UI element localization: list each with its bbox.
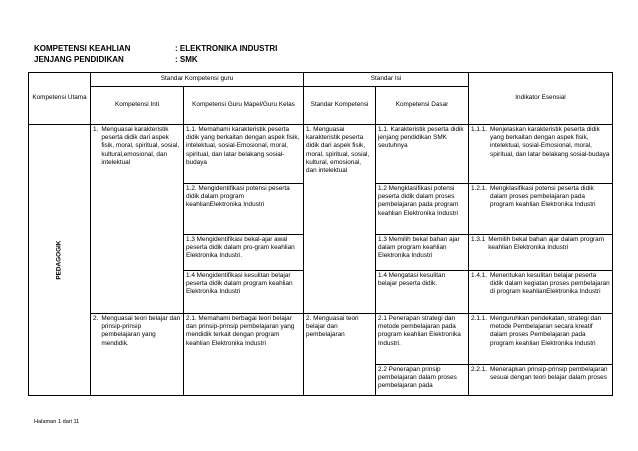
jenjang-pendidikan-line (34, 55, 198, 64)
kd13-text: 1.3 Memilih bekal bahan ajar dalam program keahlian Elektronika Industri (378, 236, 460, 260)
ki1-cell (91, 125, 184, 314)
ie22-number: 2.2.1. (471, 366, 488, 373)
kg11-cell (184, 125, 304, 184)
group-standar-kompetensi-guru: Standar Kompetensi guru (91, 73, 304, 87)
ie11-number: 1.1.1. (471, 126, 488, 133)
col-kompetensi-utama: Kompetensi Utama (29, 73, 91, 125)
kd12-cell (376, 184, 469, 235)
section-pedagogik (29, 125, 91, 396)
table-row (29, 125, 613, 184)
kg11-text: 1.1. Memahami karakteristik peserta didik yang berkaitan dengan aspek fisik, intelektual, sosial-Emosional, moral, spiritual, dan latar belakang sosial-budaya (186, 126, 300, 166)
ki2-number: 2. (93, 315, 99, 322)
col-indikator-esensial: Indikator Esensial (469, 73, 613, 125)
kg14-text: 1.4 Mengidentifikasi kesulitan belajar peserta didik dalam program keahlian Elektronika Industri (186, 272, 293, 296)
ie12-cell (469, 184, 613, 235)
kd13-cell (376, 235, 469, 271)
kd11-text: 1.1. Karakteristik peserta didik jenjang pendidikan SMK seutuhnya (378, 126, 464, 150)
kompetensi-keahlian-value: : ELEKTRONIKA INDUSTRI (175, 44, 278, 53)
col-kompetensi-inti: Kompetensi Inti (91, 87, 184, 125)
kg12-text: 1.2. Mengidentifikasi potensi peserta didik dalam program keahlianElektronika Industri (186, 185, 290, 209)
ie12-text: Mengklasifikasi potensi peserta didik dalam proses pembelajaran pada program keahlian Elektronika Industri (490, 185, 596, 209)
ie13-cell (469, 235, 613, 271)
group-standar-isi: Standar Isi (304, 73, 469, 87)
kompetensi-keahlian-line (34, 44, 278, 53)
col-kompetensi-dasar: Kompetensi Dasar (376, 87, 469, 125)
sk2-cell (304, 314, 376, 396)
ie12-number: 1.2.1. (471, 185, 488, 192)
kd14-cell (376, 271, 469, 314)
ie14-text: Menentukan kesulitan belajar peserta didik dalam kegiatan proses pembelajaran di program keahlianElektronika Industri (490, 272, 610, 296)
sk2-text: 2. Menguasai teori belajar dan pembelajaran (306, 315, 359, 339)
ie21-text: Menguruhkan pendekatan, strategi dan metode Pembelajaran secara kreatif dalam proses Pembelajaran pada program keahlian Elektronika Industri (490, 315, 602, 347)
ie22-text: Menerapkan prinsip-prinsip pembelajaran sesuai dengan teori belajar dalam proses (490, 366, 608, 382)
kd14-text: 1.4 Mengatasi kesulitan belajar peserta didik. (378, 272, 446, 288)
jenjang-pendidikan-label: JENJANG PENDIDIKAN (34, 55, 124, 64)
sk1-cell (304, 125, 376, 314)
ki1-text: Menguasai karakteristik peserta didik dari aspek fisik, moral, spiritual, sosial, kultural,emosional, dan intelektual (101, 126, 180, 166)
jenjang-pendidikan-value: : SMK (175, 55, 198, 64)
col-kompetensi-guru: Kompetensi Guru Mapel/Guru Kelas (184, 87, 304, 125)
ie13-number: 1.3.1 (471, 236, 486, 243)
section-pedagogik-label: PEDAGOGIK (55, 240, 63, 280)
kg13-text: 1.3 Mengidentifikasi bekal-ajar awal peserta didik dalam pro-gram keahlian Elektronika Industri. (186, 236, 295, 260)
kg21-cell (184, 314, 304, 396)
sk1-text: 1. Menguasai karakteristik peserta didik dari aspek fisik, moral, spiritual, sosial, kultural, emosional, dan intelektual (306, 126, 370, 175)
ie21-cell (469, 314, 613, 365)
kd21-text: 2.1 Penerapan strategi dan metode pembelajaran pada program keahlian Elektronika Industri. (378, 315, 461, 347)
page-footer: Halaman 1 dari 11 (34, 419, 80, 425)
ki2-cell (91, 314, 184, 396)
ki2-text: Menguasai teori belajar dan prinsip-prinsip pembelajaran yang mendidik. (101, 315, 181, 347)
ki1-number: 1. (93, 126, 99, 133)
ie22-cell (469, 365, 613, 396)
kg21-text: 2.1. Memahami berbagai teori belajar dan prinsip-prinsip pembelajaran yang mendidik terkait dengan program keahlian Elektronika Industri (186, 315, 295, 347)
kd11-cell (376, 125, 469, 184)
kompetensi-keahlian-label: KOMPETENSI KEAHLIAN (34, 44, 131, 53)
kg13-cell (184, 235, 304, 271)
kg12-cell (184, 184, 304, 235)
competency-table (28, 72, 613, 396)
ie14-cell (469, 271, 613, 314)
ie11-cell (469, 125, 613, 184)
col-standar-kompetensi: Standar Kompetensi (304, 87, 376, 125)
kd21-cell (376, 314, 469, 365)
ie13-text: Memilih bekal bahan ajar dalam program keahlian Elektronika Industri (488, 236, 605, 252)
kd22-text: 2.2 Penerapan prinsip pembelajaran dalam proses pembelajaran pada (378, 366, 457, 390)
table-row (29, 314, 613, 365)
ie21-number: 2.1.1. (471, 315, 488, 322)
kd22-cell (376, 365, 469, 396)
ie11-text: Menjelaskan karakteristik peserta didik yang berkaitan dengan aspek fisik, intelektual, sosial-Emosional, moral, spiritual, dan latar belakang sosial-budaya (490, 126, 610, 158)
ie14-number: 1.4.1. (471, 272, 488, 279)
kg14-cell (184, 271, 304, 314)
kd12-text: 1.2 Mengklasifikasi potensi peserta didik dalam proses pembelajaran pada program keahlian Elektronika Industri (378, 185, 459, 217)
